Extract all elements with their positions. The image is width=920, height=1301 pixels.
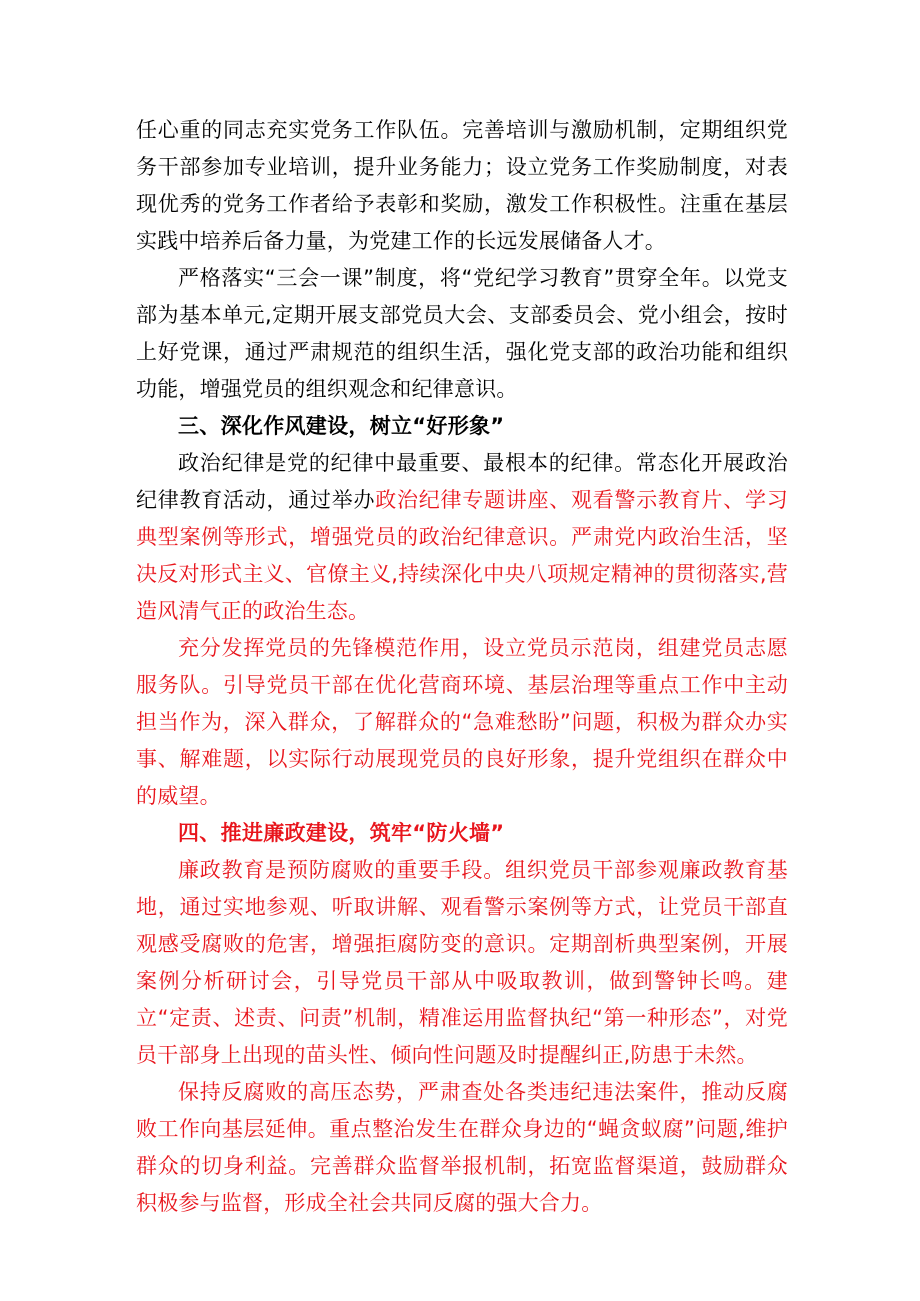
paragraph-text-red: 政治纪律专题讲座、观看警示教育片、学习典型案例等形式，增强党员的政治纪律意识。严肃党内政治生活，坚决反对形式主义、官僚主义,持续深化中央八项规定精神的贯彻落实,营造风清气正的政治生态。 [136,488,788,623]
paragraph-vanguard-role [136,630,788,815]
paragraph-text: 充分发挥党员的先锋模范作用，设立党员示范岗，组建党员志愿服务队。引导党员干部在优化营商环境、基层治理等重点工作中主动担当作为，深入群众，了解群众的“急难愁盼”问题，积极为群众办实事、解难题，以实际行动展现党员的良好形象，提升党组织在群众中的威望。 [136,636,788,808]
heading-text: 三、深化作风建设，树立“好形象” [178,414,505,438]
section-heading-three [136,408,788,445]
paragraph-text-black: 政治纪律是党的纪律中最重要、最根本的纪律。常态化开展政治纪律教育活动，通过举办 [136,451,788,512]
paragraph-political-discipline [136,445,788,630]
paragraph-text: 保持反腐败的高压态势，严肃查处各类违纪违法案件，推动反腐败工作向基层延伸。重点整治发生在群众身边的“蝇贪蚁腐”问题,维护群众的切身利益。完善群众监督举报机制，拓宽监督渠道，鼓励群众积极参与监督，形成全社会共同反腐的强大合力。 [136,1080,788,1215]
paragraph-integrity-education [136,852,788,1074]
paragraph-party-team [136,112,788,260]
paragraph-three-meetings [136,260,788,408]
paragraph-text: 严格落实“三会一课”制度，将“党纪学习教育”贯穿全年。以党支部为基本单元,定期开展支部党员大会、支部委员会、党小组会，按时上好党课，通过严肃规范的组织生活，强化党支部的政治功能和组织功能，增强党员的组织观念和纪律意识。 [136,266,788,401]
section-heading-four [136,815,788,852]
heading-text: 四、推进廉政建设，筑牢“防火墙” [178,821,505,845]
paragraph-anti-corruption [136,1074,788,1222]
paragraph-text: 任心重的同志充实党务工作队伍。完善培训与激励机制，定期组织党务干部参加专业培训，提升业务能力；设立党务工作奖励制度，对表现优秀的党务工作者给予表彰和奖励，激发工作积极性。注重在基层实践中培养后备力量，为党建工作的长远发展储备人才。 [136,118,788,253]
paragraph-text: 廉政教育是预防腐败的重要手段。组织党员干部参观廉政教育基地，通过实地参观、听取讲解、观看警示案例等方式，让党员干部直观感受腐败的危害，增强拒腐防变的意识。定期剖析典型案例，开展案例分析研讨会，引导党员干部从中吸取教训，做到警钟长鸣。建立“定责、述责、问责”机制，精准运用监督执纪“第一种形态”，对党员干部身上出现的苗头性、倾向性问题及时提醒纠正,防患于未然。 [136,858,788,1067]
document-body [136,112,788,1222]
